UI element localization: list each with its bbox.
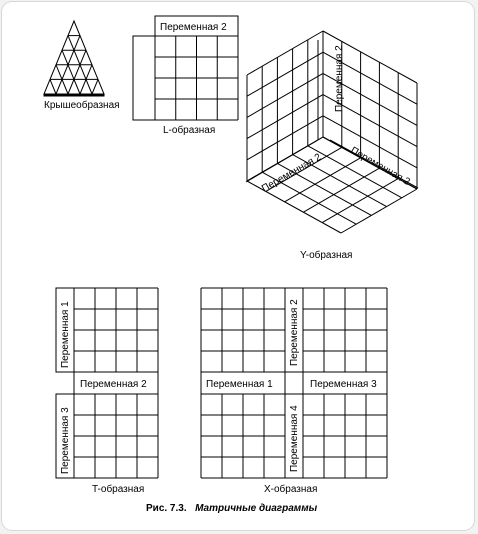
roof-label: Крышеобразная bbox=[44, 100, 120, 111]
l-shape-label: L-образная bbox=[163, 125, 216, 136]
t-shape-top-left-label: Переменная 1 bbox=[60, 301, 71, 368]
l-shape-grid bbox=[155, 36, 238, 120]
roof-label-box bbox=[44, 94, 104, 96]
t-shape-label: T-образная bbox=[92, 484, 145, 495]
roof-inner-lines bbox=[50, 36, 98, 94]
y-left-face-line bbox=[247, 73, 323, 117]
l-shape-side-column bbox=[133, 36, 155, 120]
x-shape-top-middle-label: Переменная 2 bbox=[289, 299, 300, 366]
figure-caption bbox=[146, 498, 318, 515]
l-shape-header-label: Переменная 2 bbox=[160, 22, 227, 33]
caption-title: Матричные диаграммы bbox=[195, 503, 318, 514]
roof-diagonal-line bbox=[50, 79, 56, 94]
roof-diagonal-line bbox=[92, 79, 98, 94]
x-shape-label: X-образная bbox=[264, 484, 318, 495]
y-left-face-line bbox=[247, 52, 323, 96]
x-shape-right-label: Переменная 3 bbox=[310, 379, 377, 390]
y-left-face-line bbox=[247, 116, 323, 160]
y-left-face-line bbox=[247, 31, 323, 75]
roof-triangle-outline bbox=[44, 21, 104, 94]
y-left-face-line bbox=[247, 95, 323, 139]
y-bottom-face-line bbox=[322, 179, 398, 223]
y-shape-diagram bbox=[246, 31, 418, 233]
y-shape-vertical-label: Переменная 2 bbox=[334, 45, 345, 112]
t-shape-middle-label: Переменная 2 bbox=[80, 379, 147, 390]
t-shape-bottom-left-label: Переменная 3 bbox=[60, 407, 71, 474]
y-bottom-face-line bbox=[341, 189, 417, 233]
x-shape-left-label: Переменная 1 bbox=[206, 379, 273, 390]
y-shape-label: Y-образная bbox=[300, 250, 353, 261]
x-shape-bottom-middle-label: Переменная 4 bbox=[289, 405, 300, 472]
roof-diagram bbox=[44, 21, 104, 96]
y-shape-right-label: Переменная 2 bbox=[348, 145, 412, 188]
y-bottom-face-line bbox=[303, 168, 379, 212]
caption-prefix: Рис. 7.3. bbox=[146, 503, 187, 514]
y-shape-grid bbox=[246, 31, 418, 233]
y-shape-left-label: Переменная 2 bbox=[260, 151, 324, 195]
